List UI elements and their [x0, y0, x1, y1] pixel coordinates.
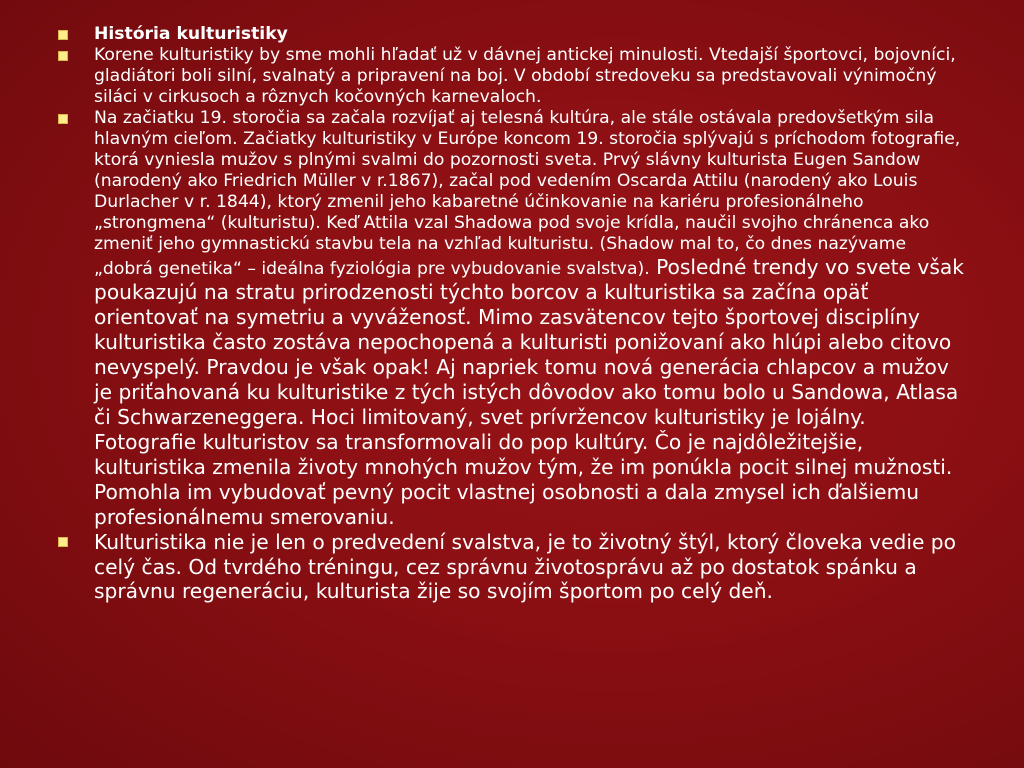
bullet-text-large: Posledné trendy vo svete však poukazujú na stratu prirodzenosti týchto borcov a kulturistika sa začína opäť orientovať na symetriu a vyváženosť. Mimo zasvätencov tejto športovej disciplíny kulturistika často zostáva nepochopená a kulturisti ponižovaní ako hlúpi alebo citovo nevyspelý. Pravdou je však opak! Aj napriek tomu nová generácia chlapcov a mužov je priťahovaná ku kulturistike z tých istých dôvodov ako tomu bolo u Sandowa, Atlasa či Schwarzeneggera. Hoci limitovaný, svet prívržencov kulturistiky je lojálny. Fotografie kulturistov sa transformovali do pop kultúry. Čo je najdôležitejšie, kulturistika zmenila životy mnohých mužov tým, že im ponúkla pocit silnej mužnosti. Pomohla im vybudovať pevný pocit vlastnej osobnosti a dala zmysel ich ďalšiemu profesionálnemu smerovaniu.	[94, 255, 964, 529]
bullet-item-origins	[58, 45, 964, 108]
bullet-item-lifestyle	[58, 530, 964, 604]
slide-heading: História kulturistiky	[94, 24, 288, 44]
bullet-list	[58, 24, 964, 604]
bullet-text: Korene kulturistiky by sme mohli hľadať už v dávnej antickej minulosti. Vtedajší športovci, bojovníci, gladiátori boli silní, svalnatý a pripravení na boj. V období stredoveku sa predstavovali výnimočný siláci v cirkusoch a rôznych kočovných karnevaloch.	[94, 45, 956, 107]
square-bullet-icon	[58, 537, 68, 547]
bullet-text-small: Na začiatku 19. storočia sa začala rozvíjať aj telesná kultúra, ale stále ostávala predovšetkým sila hlavným cieľom. Začiatky kulturistiky v Európe koncom 19. storočia splývajú s príchodom fotografie, ktorá vyniesla mužov s plnými svalmi do pozornosti sveta. Prvý slávny kulturista Eugen Sandow (narodený ako Friedrich Müller v r.1867), začal pod vedením Oscarda Attilu (narodený ako Louis Durlacher v r. 1844), ktorý zmenil jeho kabaretné účinkovanie na kariéru profesionálneho „strongmena“ (kulturistu). Keď Attila vzal Shadowa pod svoje krídla, naučil svojho chránenca ako zmeniť jeho gymnastickú stavbu tela na vzhľad kulturistu. (Shadow mal to, čo dnes nazývame „dobrá genetika“ – ideálna fyziológia pre vybudovanie svalstva).	[94, 108, 961, 279]
bullet-item-title	[58, 24, 964, 45]
bullet-item-history	[58, 108, 964, 530]
bullet-text: Kulturistika nie je len o predvedení svalstva, je to životný štýl, ktorý človeka vedie po celý čas. Od tvrdého tréningu, cez správnu životosprávu až po dostatok spánku a správnu regeneráciu, kulturista žije so svojím športom po celý deň.	[94, 530, 956, 603]
square-bullet-icon	[58, 114, 68, 124]
square-bullet-icon	[58, 30, 68, 40]
square-bullet-icon	[58, 51, 68, 61]
